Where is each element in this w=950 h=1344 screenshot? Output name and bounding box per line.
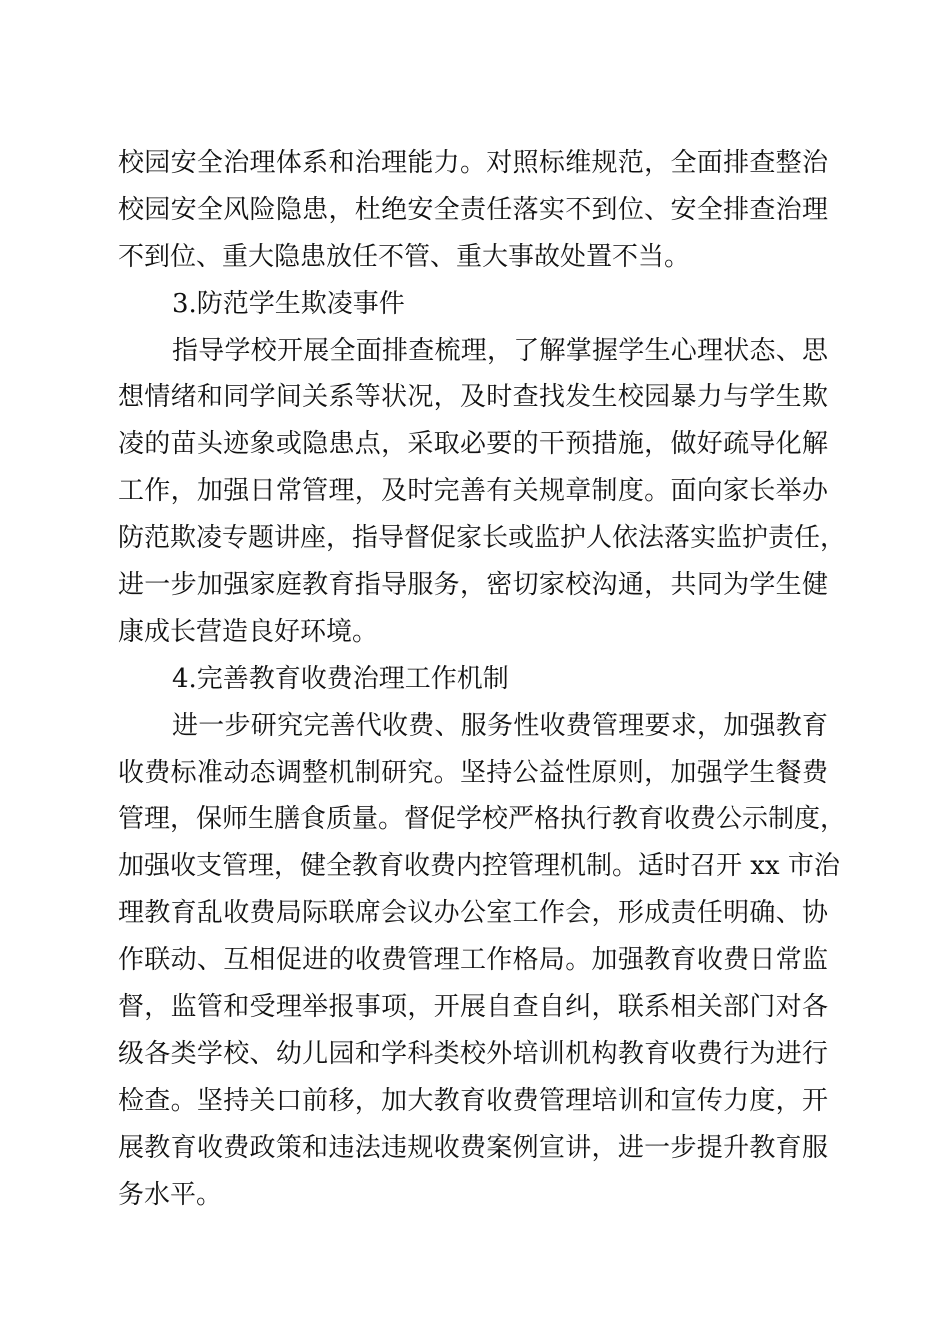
text-line: 加强收支管理，健全教育收费内控管理机制。适时召开 xx 市治 [118, 851, 840, 882]
text-line: 收费标准动态调整机制研究。坚持公益性原则，加强学生餐费 [118, 757, 828, 788]
text-line: 进一步加强家庭教育指导服务，密切家校沟通，共同为学生健 [118, 570, 828, 601]
text-line: 进一步研究完善代收费、服务性收费管理要求，加强教育 [172, 710, 828, 741]
text-line: 想情绪和同学间关系等状况，及时查找发生校园暴力与学生欺 [118, 382, 828, 413]
text-line: 检查。坚持关口前移，加大教育收费管理培训和宣传力度，开 [118, 1085, 828, 1116]
document-body [118, 140, 847, 1218]
text-line: 校园安全治理体系和治理能力。对照标维规范，全面排查整治 [118, 148, 828, 178]
text-line: 级各类学校、幼儿园和学科类校外培训机构教育收费行为进行 [118, 1038, 828, 1069]
paragraph [118, 140, 828, 281]
text-line: 凌的苗头迹象或隐患点，采取必要的干预措施，做好疏导化解 [118, 429, 828, 460]
paragraph [118, 328, 847, 656]
section-heading [118, 656, 828, 703]
text-line: 展教育收费政策和违法违规收费案例宣讲，进一步提升教育服 [118, 1132, 828, 1163]
text-line: 防范欺凌专题讲座，指导督促家长或监护人依法落实监护责任， [118, 523, 847, 554]
text-line: 督，监管和受理举报事项，开展自查自纠，联系相关部门对各 [118, 992, 828, 1023]
text-line: 康成长营造良好环境。 [118, 616, 379, 647]
section-heading [118, 281, 828, 328]
text-line: 校园安全风险隐患，杜绝安全责任落实不到位、安全排查治理 [118, 194, 828, 225]
text-line: 理教育乱收费局际联席会议办公室工作会，形成责任明确、协 [118, 898, 828, 929]
paragraph [118, 703, 847, 1219]
text-line: 4.完善教育收费治理工作机制 [172, 663, 509, 694]
text-line: 务水平。 [118, 1179, 223, 1210]
text-line: 3.防范学生欺凌事件 [172, 288, 405, 319]
text-line: 管理，保师生膳食质量。督促学校严格执行教育收费公示制度， [118, 804, 847, 835]
text-line: 工作，加强日常管理，及时完善有关规章制度。面向家长举办 [118, 476, 828, 507]
text-line: 指导学校开展全面排查梳理，了解掌握学生心理状态、思 [172, 335, 828, 366]
text-line: 作联动、互相促进的收费管理工作格局。加强教育收费日常监 [118, 945, 828, 976]
text-line: 不到位、重大隐患放任不管、重大事故处置不当。 [118, 241, 691, 272]
